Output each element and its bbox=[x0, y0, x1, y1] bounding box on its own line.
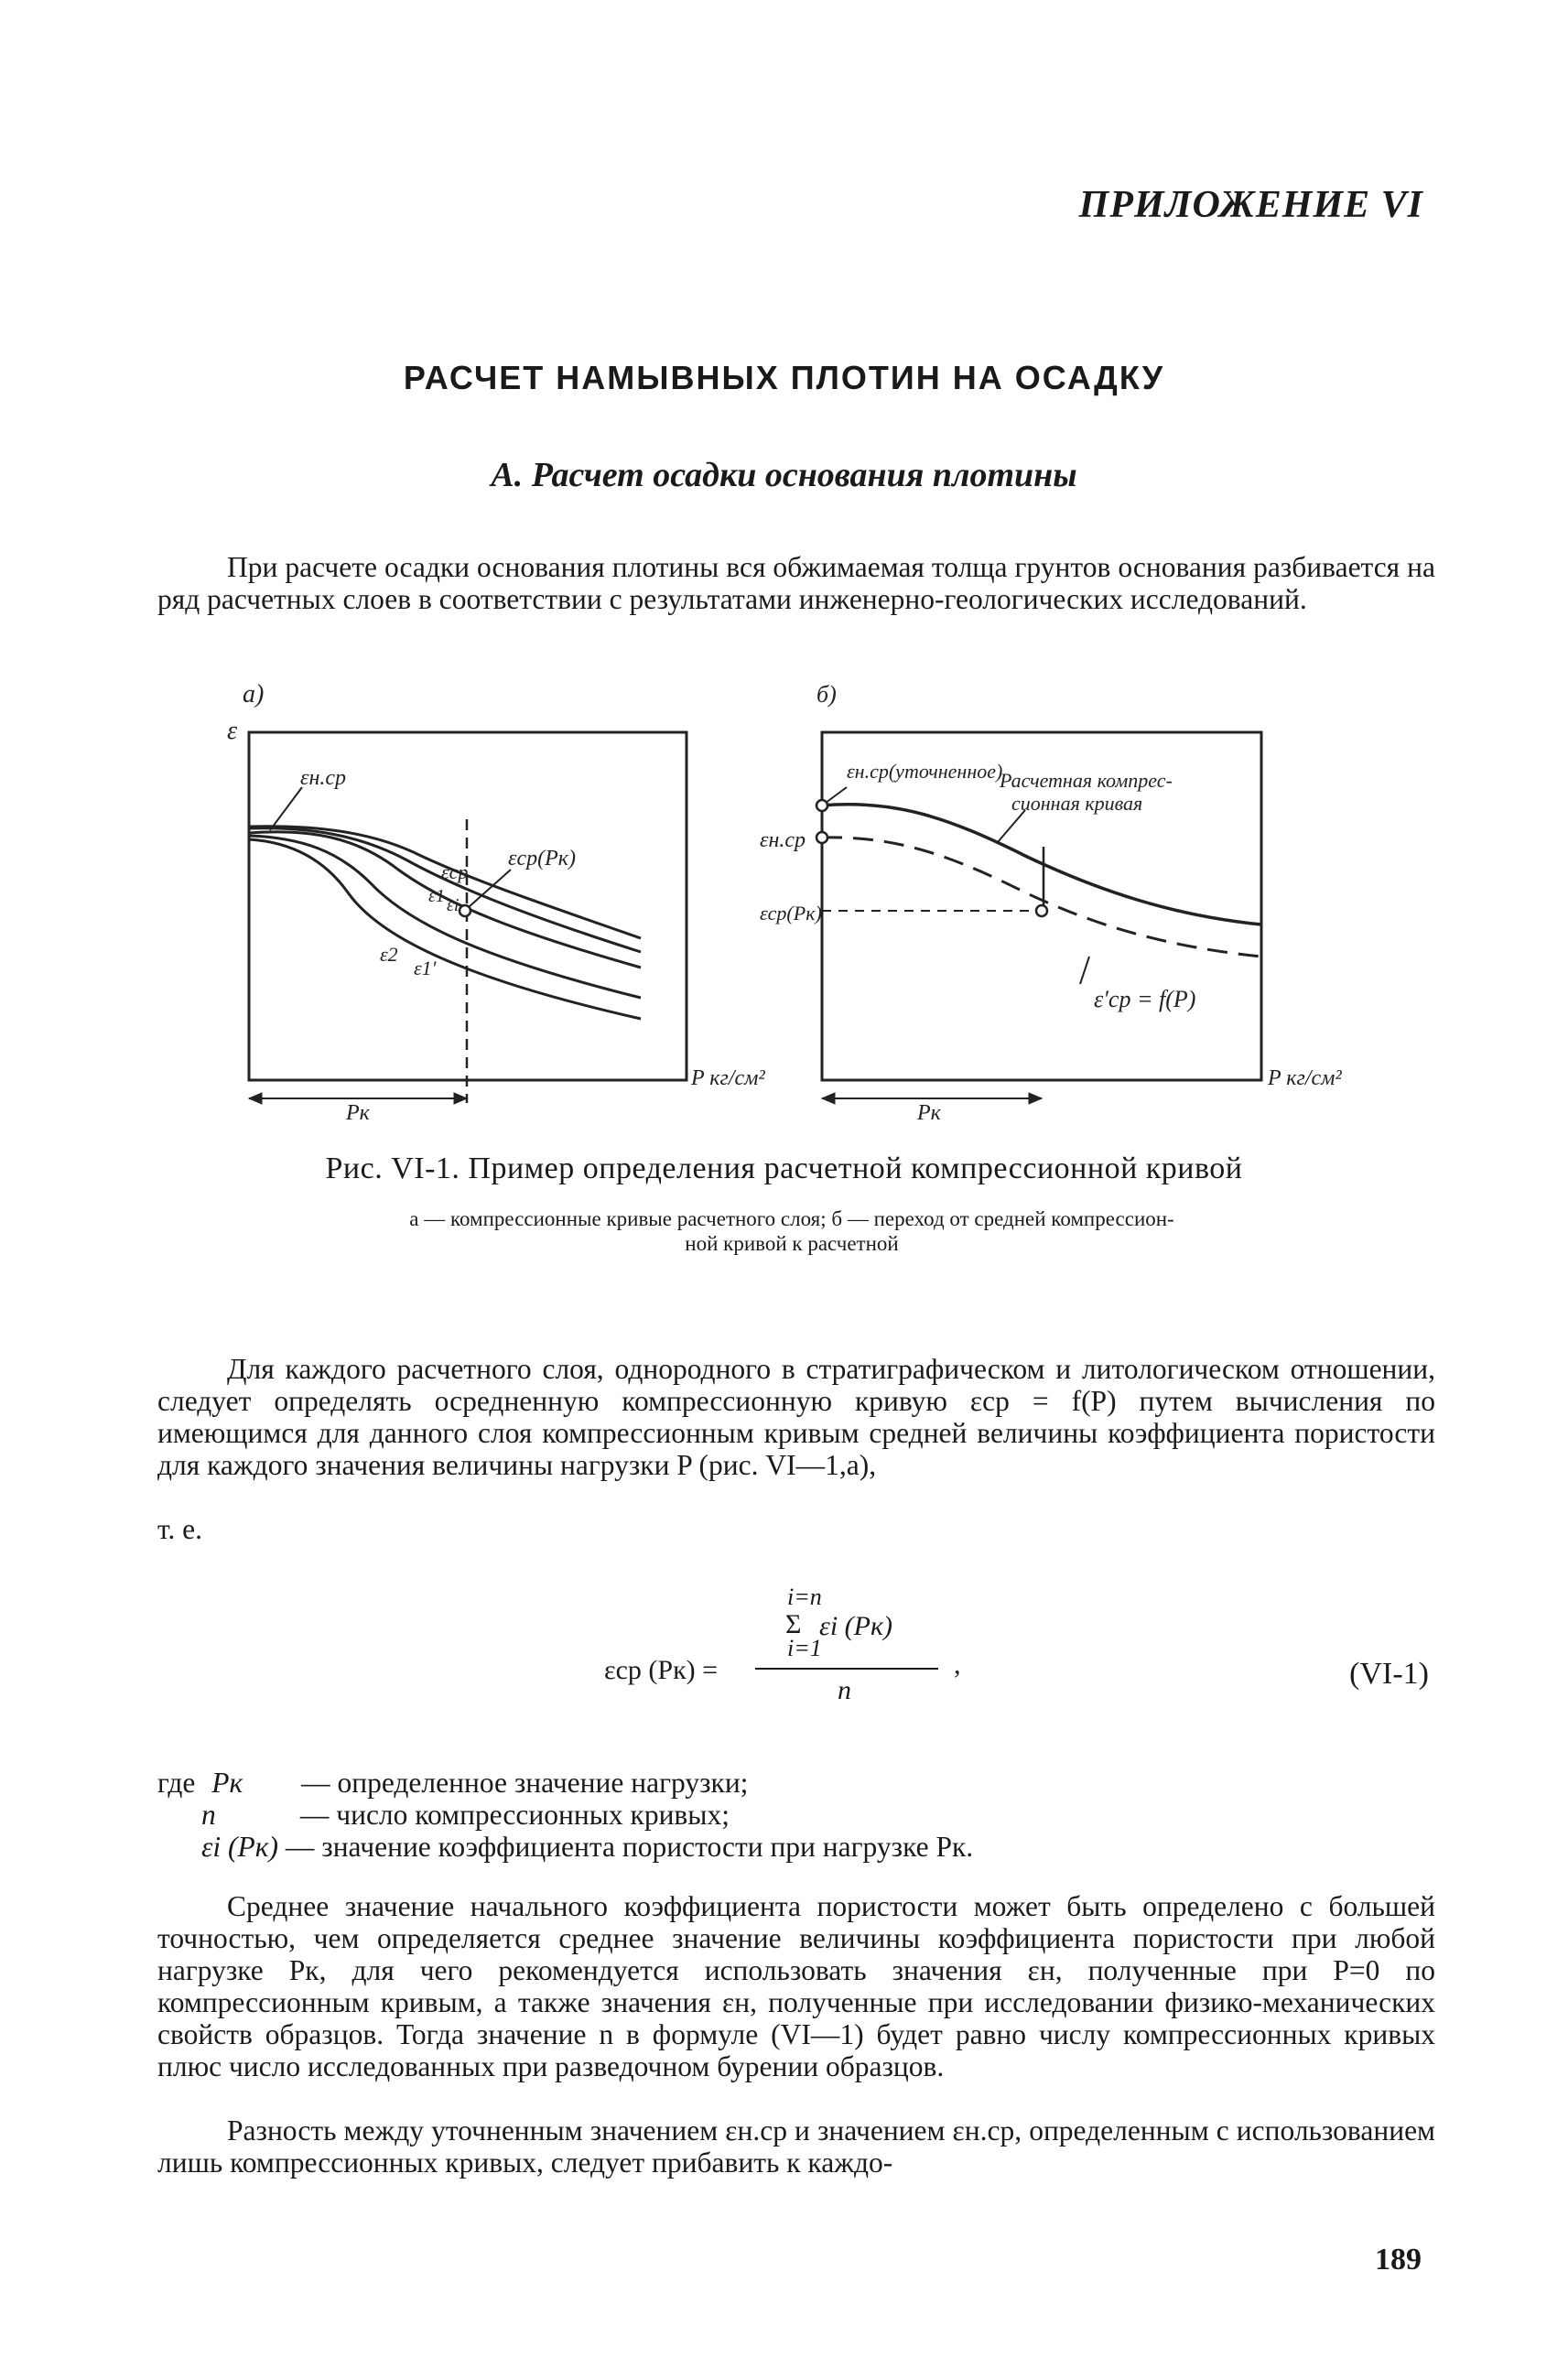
panel-b-x-marker: Pк bbox=[917, 1101, 941, 1125]
where-desc-3: — значение коэффициента пористости при нагрузке Pк. bbox=[285, 1831, 974, 1863]
section-subtitle: А. Расчет осадки основания плотины bbox=[491, 456, 1077, 494]
appendix-header: ПРИЛОЖЕНИЕ VI bbox=[1078, 184, 1423, 226]
panel-b-label-en: εн.ср bbox=[760, 828, 806, 852]
figure-legend-line-2: ной кривой к расчетной bbox=[685, 1232, 899, 1255]
panel-a-label-e2: ε2 bbox=[380, 943, 398, 966]
panel-b-x-unit: P кг/см² bbox=[1268, 1066, 1342, 1090]
panel-b-label-design-1: Расчетная компрес- bbox=[1000, 769, 1173, 792]
paragraph-3: Среднее значение начального коэффициента пористости может быть определено с большей точностью, чем определяется среднее значение величины коэффициента пористости при любой нагрузке Pк, для чего рекомендуется использовать значения εн, полученные при P=0 по компрессионным кривым, а также значения εн, полученные при исследовании физико-механических свойств образцов. Тогда значение n в формуле (VI—1) будет равно числу компрессионных кривых плюс число исследованных при разведочном бурении образцов. bbox=[157, 1890, 1435, 2082]
formula-denominator: n bbox=[838, 1675, 851, 1705]
panel-a-label-en: εн.ср bbox=[300, 766, 347, 790]
where-row-2 bbox=[157, 1799, 973, 1831]
where-row-1 bbox=[157, 1767, 973, 1799]
panel-a-labels bbox=[227, 682, 765, 1125]
panel-a-curve-1 bbox=[249, 832, 641, 968]
panel-b-mean-curve bbox=[822, 838, 1261, 957]
panel-a-label-ecp-pk: εср(Pк) bbox=[508, 847, 576, 870]
panel-b-leader-func bbox=[1080, 957, 1089, 984]
paragraph-2: Для каждого расчетного слоя, однородного в стратиграфическом и литологическом отношении, следует определять осредненную компрессионную кривую εср = f(P) путем вычисления по имеющимся для данного слоя компрессионным кривым средней величины коэффициента пористости для каждого значения величины нагрузки P (рис. VI—1,а), bbox=[157, 1353, 1435, 1481]
where-desc-2: — число компрессионных кривых; bbox=[299, 1799, 730, 1831]
figure-compression-curves bbox=[201, 682, 1382, 1140]
panel-a-label-e1-prime: ε1′ bbox=[414, 957, 437, 979]
panel-b-label-func: ε′ср = f(P) bbox=[1094, 986, 1196, 1012]
formula-lhs: εср (Pк) = bbox=[604, 1655, 719, 1685]
where-sym-1: Pк bbox=[211, 1767, 243, 1799]
where-lead: где bbox=[157, 1767, 196, 1799]
formula-summand: εi (Pк) bbox=[819, 1611, 892, 1641]
formula-vi-1 bbox=[604, 1584, 989, 1721]
equation-number: (VI-1) bbox=[1349, 1657, 1429, 1691]
panel-b-point-pk bbox=[1036, 905, 1047, 916]
where-list bbox=[157, 1767, 973, 1863]
panel-b-leader-design bbox=[998, 810, 1025, 842]
panel-b-label-refined: εн.ср(уточненное) bbox=[847, 760, 1003, 783]
intro-paragraph: При расчете осадки основания плотины вся обжимаемая толща грунтов основания разбивается на ряд расчетных слоев в соответствии с результатами инженерно-геологических исследований. bbox=[157, 551, 1435, 615]
panel-a-label-ecp: εср bbox=[441, 860, 469, 883]
panel-a-label-e1: ε1 bbox=[428, 886, 445, 906]
panel-a-x-unit: P кг/см² bbox=[691, 1066, 765, 1090]
figure-legend-line-1: а — компрессионные кривые расчетного слоя; б — переход от средней компрессион- bbox=[409, 1207, 1174, 1230]
formula-upper-limit: i=n bbox=[787, 1584, 822, 1610]
where-desc-1: — определенное значение нагрузки; bbox=[301, 1767, 749, 1799]
figure-caption: Рис. VI-1. Пример определения расчетной компрессионной кривой bbox=[325, 1152, 1243, 1185]
page-title: РАСЧЕТ НАМЫВНЫХ ПЛОТИН НА ОСАДКУ bbox=[403, 359, 1165, 396]
panel-b-labels bbox=[760, 682, 1342, 1125]
paragraph-2-tail: т. е. bbox=[157, 1513, 203, 1545]
panel-b-leader-refined bbox=[826, 787, 847, 803]
formula-fraction-bar bbox=[755, 1668, 938, 1670]
panel-b-label-ecp-pk: εср(Pк) bbox=[760, 902, 822, 925]
where-sym-3: εi (Pк) bbox=[201, 1831, 278, 1863]
panel-a-label-ei: εi bbox=[447, 895, 460, 915]
panel-b-label-design-2: сионная кривая bbox=[1011, 792, 1143, 815]
formula-lower-limit: i=1 bbox=[787, 1635, 822, 1661]
panel-a-y-axis: ε bbox=[227, 717, 238, 745]
paragraph-4: Разность между уточненным значением εн.ср и значением εн.ср, определенным с использованием лишь компрессионных кривых, следует прибавить к каждо- bbox=[157, 2114, 1435, 2179]
panel-b-label: б) bbox=[816, 682, 837, 708]
formula-trail: , bbox=[954, 1649, 961, 1680]
panel-b-point-en bbox=[816, 832, 827, 843]
panel-a-leader-ecp bbox=[469, 870, 511, 907]
where-sym-2: n bbox=[201, 1799, 216, 1831]
where-row-3 bbox=[157, 1831, 973, 1863]
page-number: 189 bbox=[1375, 2243, 1422, 2276]
figure-legend bbox=[275, 1206, 1309, 1256]
formula-sigma: Σ bbox=[785, 1609, 802, 1639]
panel-a-label: а) bbox=[243, 682, 265, 708]
panel-a-x-marker: Pк bbox=[346, 1101, 370, 1125]
panel-a-leader-en bbox=[270, 787, 302, 830]
